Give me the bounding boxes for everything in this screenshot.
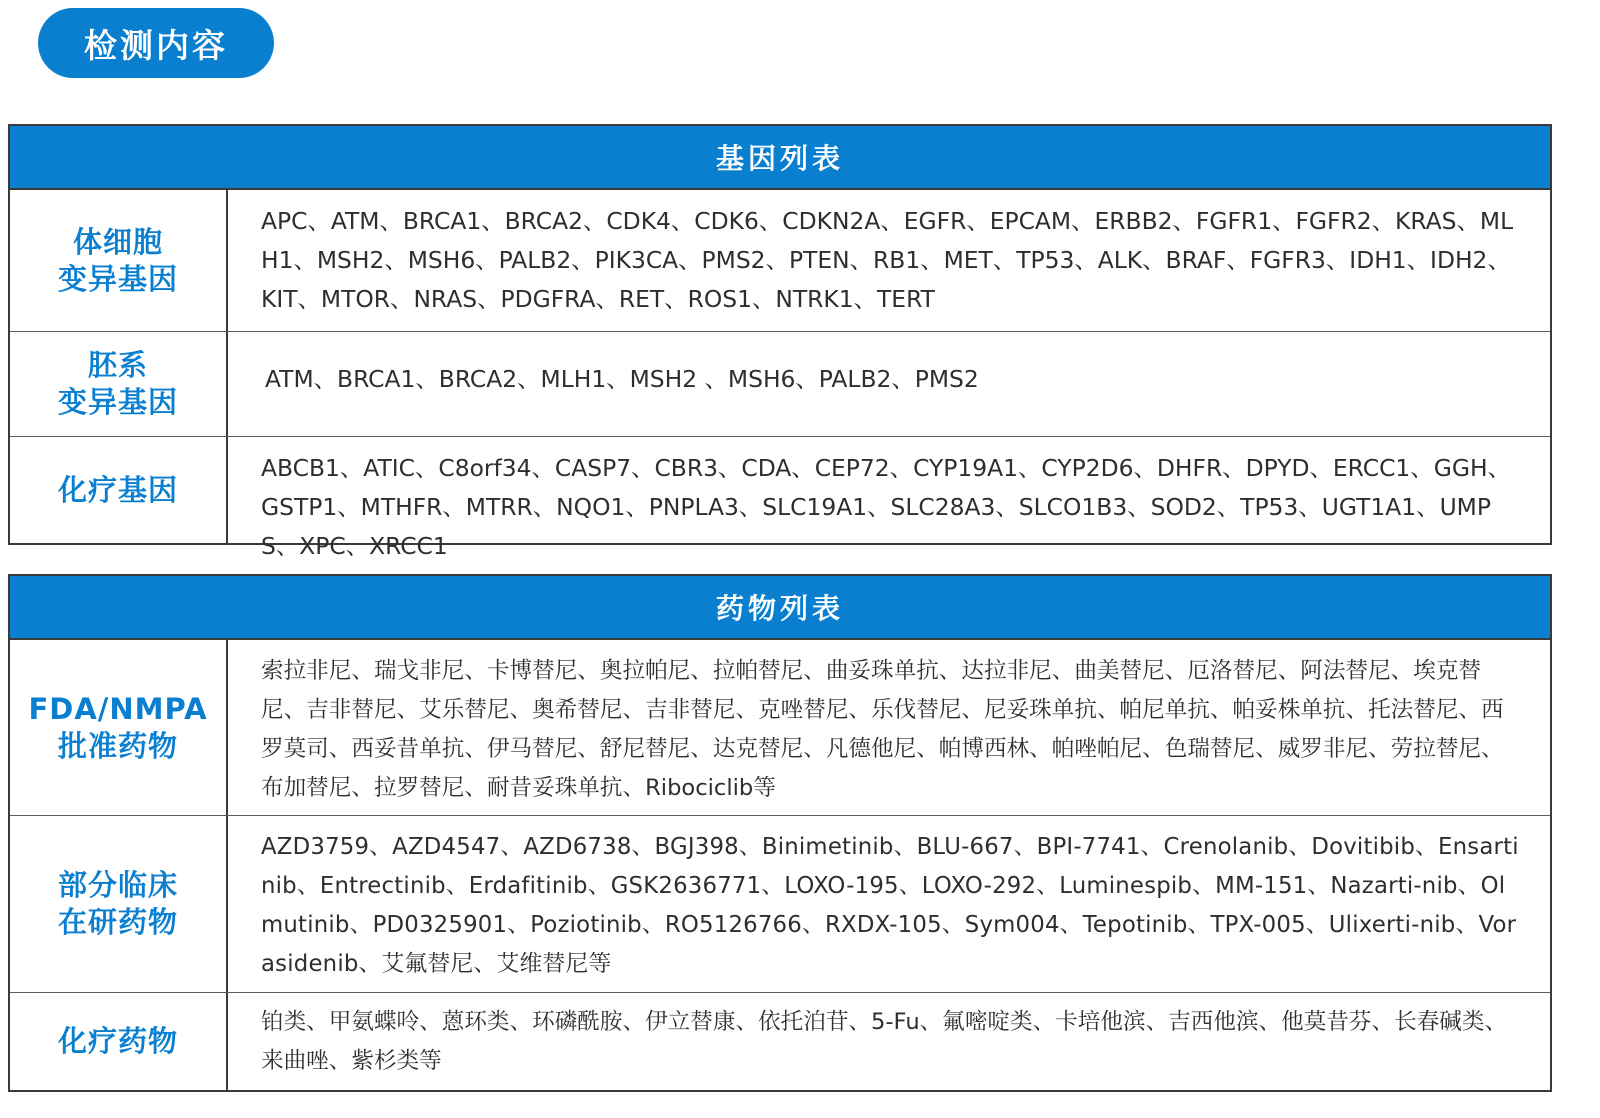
gene-table bbox=[8, 124, 1552, 560]
row-label: 胚系 变异基因 bbox=[10, 332, 228, 436]
table-row bbox=[10, 437, 1550, 560]
row-content: ATM、BRCA1、BRCA2、MLH1、MSH2 、MSH6、PALB2、PMS2 bbox=[265, 365, 979, 393]
row-content: AZD3759、AZD4547、AZD6738、BGJ398、Binimetinib、BLU-667、BPI-7741、Crenolanib、Dovitibib、Ensartinib、Entrectinib、Erdafitinib、GSK2636771、LOXO-195、LOXO-292、Luminespib、MM-151、Nazarti-nib、Olmutinib、PD0325901、Poziotinib、RO5126766、RXDX-105、Sym004、Tepotinib、TPX-005、Ulixerti-nib、Vorasidenib、艾氟替尼、艾维替尼等 bbox=[261, 834, 1519, 977]
row-content: 索拉非尼、瑞戈非尼、卡博替尼、奥拉帕尼、拉帕替尼、曲妥珠单抗、达拉非尼、曲美替尼、厄洛替尼、阿法替尼、埃克替尼、吉非替尼、艾乐替尼、奥希替尼、吉非替尼、克唑替尼、乐伐替尼、尼妥珠单抗、帕尼单抗、帕妥株单抗、托法替尼、西罗莫司、西妥昔单抗、伊马替尼、舒尼替尼、达克替尼、凡德他尼、帕博西林、帕唑帕尼、色瑞替尼、威罗非尼、劳拉替尼、布加替尼、拉罗替尼、耐昔妥珠单抗、Ribociclib等 bbox=[261, 658, 1504, 801]
table-row bbox=[10, 190, 1550, 332]
row-label: 化疗基因 bbox=[10, 437, 228, 543]
table-row bbox=[10, 640, 1550, 816]
row-label: 体细胞 变异基因 bbox=[10, 190, 228, 331]
row-label: 化疗药物 bbox=[10, 993, 228, 1090]
row-content: APC、ATM、BRCA1、BRCA2、CDK4、CDK6、CDKN2A、EGFR、EPCAM、ERBB2、FGFR1、FGFR2、KRAS、MLH1、MSH2、MSH6、PALB2、PIK3CA、PMS2、PTEN、RB1、MET、TP53、ALK、BRAF、FGFR3、IDH1、IDH2、KIT、MTOR、NRAS、PDGFRA、RET、ROS1、NTRK1、TERT bbox=[261, 207, 1514, 313]
row-label: FDA/NMPA 批准药物 bbox=[10, 640, 228, 815]
row-content: 铂类、甲氨蝶呤、蒽环类、环磷酰胺、伊立替康、依托泊苷、5-Fu、氟嘧啶类、卡培他滨、吉西他滨、他莫昔芬、长春碱类、来曲唑、紫杉类等 bbox=[261, 1009, 1508, 1074]
gene-table-title: 基因列表 bbox=[10, 126, 1550, 190]
table-row bbox=[10, 993, 1550, 1090]
table-row bbox=[10, 816, 1550, 993]
table-row bbox=[10, 332, 1550, 437]
row-label: 部分临床 在研药物 bbox=[10, 816, 228, 992]
row-content: ABCB1、ATIC、C8orf34、CASP7、CBR3、CDA、CEP72、CYP19A1、CYP2D6、DHFR、DPYD、ERCC1、GGH、GSTP1、MTHFR、MTRR、NQO1、PNPLA3、SLC19A1、SLC28A3、SLCO1B3、SOD2、TP53、UGT1A1、UMPS、XPC、XRCC1 bbox=[261, 454, 1511, 560]
drug-table-title: 药物列表 bbox=[10, 576, 1550, 640]
drug-table bbox=[8, 574, 1552, 1092]
section-title-badge: 检测内容 bbox=[38, 8, 274, 78]
